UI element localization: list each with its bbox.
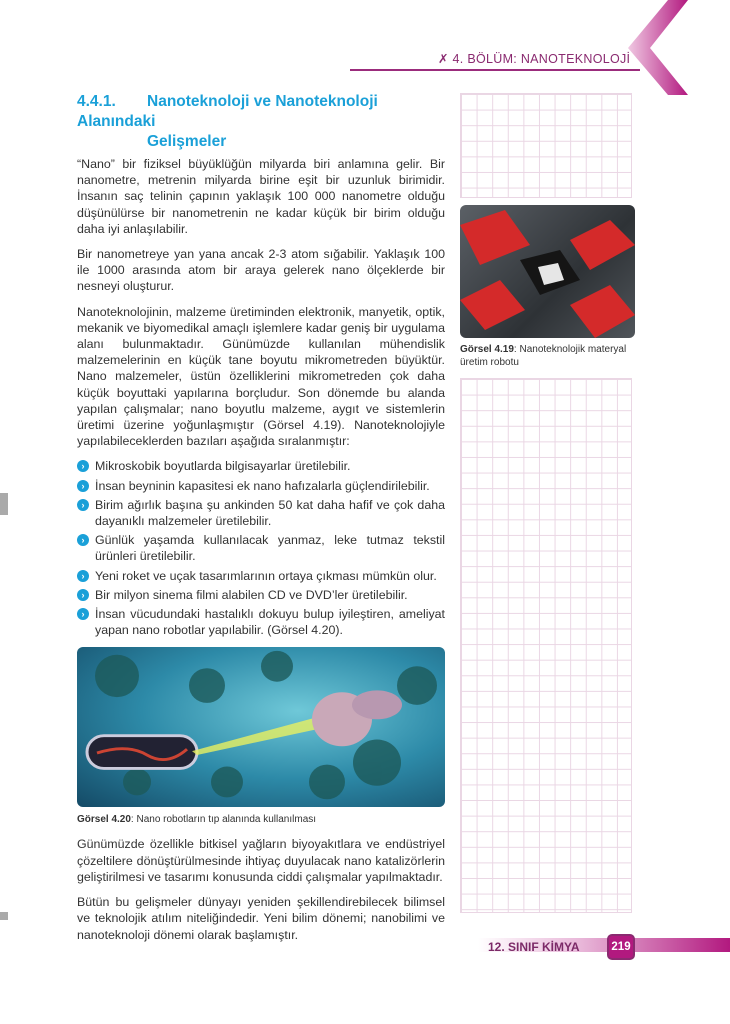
- figure-label: Görsel 4.19: [460, 344, 514, 355]
- paragraph: Nanoteknolojinin, malzeme üretiminden elektronik, manyetik, optik, mekanik ve biyomedikal amaçlı işlemlere kadar geniş bir uygulama alanı bulunmaktadır. Günümüzde kullanılan mühendislik malzemelerinin en küçük tane boyutu mikrometreden büyüktür. Nano malzemeler, üstün özelliklerini mikrometreden çok daha küçük boyuttaki yapılarına borçludur. Son dönemde bu alanda yapılan çalışmalar; nano boyutlu malzeme, aygıt ve sistemlerin üretimi üzerine yoğunlaşmıştır (Görsel 4.19). Nanoteknolojiyle yapılabileceklerden bazıları aşağıda sıralanmıştır:: [77, 304, 445, 449]
- main-text-column: [77, 92, 445, 952]
- list-item: [77, 497, 445, 529]
- bullet-list: [77, 458, 445, 638]
- list-item-text: Yeni roket ve uçak tasarımlarının ortaya çıkması mümkün olur.: [95, 568, 437, 583]
- header-rule: [350, 69, 640, 71]
- chevron-right-icon: ›: [77, 460, 89, 472]
- list-item-text: Birim ağırlık başına şu ankinden 50 kat daha hafif ve çok daha dayanıklı malzemeler üretilebilir.: [95, 497, 445, 529]
- list-item: [77, 606, 445, 638]
- list-item-text: İnsan vücudundaki hastalıklı dokuyu bulup iyileştiren, ameliyat yapan nano robotlar yapılabilir. (Görsel 4.20).: [95, 607, 445, 638]
- nano-robot-medical-image: [77, 647, 445, 807]
- figure-caption-text: : Nanoteknolojik materyal üretim robotu: [460, 344, 627, 368]
- list-item: [77, 587, 445, 603]
- list-item-text: Mikroskobik boyutlarda bilgisayarlar üretilebilir.: [95, 459, 351, 474]
- paragraph: Bütün bu gelişmeler dünyayı yeniden şekillendirebilecek bilimsel ve teknolojik atılım niteliğindedir. Yeni bilim dönemi; nanobilimi ve nanoteknoloji dönemi olarak başlamıştır.: [77, 895, 445, 942]
- figure-caption: [460, 343, 632, 369]
- chapter-chevron-decoration: [620, 0, 730, 95]
- figure-label: Görsel 4.20: [77, 814, 131, 826]
- paragraph: “Nano” bir fiziksel büyüklüğün milyarda biri anlamına gelir. Bir nanometre, metrenin milyarda birine eşit bir uzunluk birimidir. İnsanın saç telinin çapının yaklaşık 100 000 nanometre olduğu düşünülürse bir nanometrenin ne kadar küçük bir birim olduğu daha iyi anlaşılabilir.: [77, 157, 445, 236]
- section-title-line2: Gelişmeler: [147, 133, 227, 150]
- section-number: 4.4.1.: [77, 93, 116, 110]
- list-item-text: İnsan beyninin kapasitesi ek nano hafızalarla güçlendirilebilir.: [95, 478, 430, 493]
- nano-material-robot-image: [460, 205, 635, 338]
- notes-grid: [460, 93, 632, 198]
- paragraph: Bir nanometreye yan yana ancak 2-3 atom sığabilir. Yaklaşık 100 ile 1000 arasında atom bir araya gelerek nano ölçeklerde bir nesneyi oluşturur.: [77, 247, 445, 294]
- notes-grid: [460, 378, 632, 913]
- paragraph: Günümüzde özellikle bitkisel yağların biyoyakıtlara ve endüstriyel çözeltilere dönüştürülmesinde ihtiyaç duyulacak nano katalizörlerin geliştirilmesi ve tasarımı konusunda ciddi çalışmalar yapılmaktadır.: [77, 837, 445, 884]
- chapter-title: 4. BÖLÜM: NANOTEKNOLOJİ: [452, 52, 631, 66]
- figure-caption: [77, 813, 445, 826]
- list-item: [77, 568, 445, 584]
- chevron-right-icon: ›: [77, 534, 89, 546]
- section-heading: [77, 92, 445, 152]
- page-number: 219: [607, 934, 635, 960]
- side-marker: [0, 912, 8, 920]
- chevron-right-icon: ›: [77, 608, 89, 620]
- list-item: [77, 532, 445, 564]
- figure-caption-text: : Nano robotların tıp alanında kullanılması: [130, 814, 317, 826]
- chapter-header: ✗ 4. BÖLÜM: NANOTEKNOLOJİ: [438, 52, 631, 66]
- side-marker: [0, 493, 8, 515]
- chevron-right-icon: ›: [77, 480, 89, 492]
- chevron-right-icon: ›: [77, 589, 89, 601]
- section-title-line1: Nanoteknoloji ve Nanoteknoloji Alanındaki: [77, 93, 378, 130]
- list-item-text: Günlük yaşamda kullanılacak yanmaz, leke tutmaz tekstil ürünleri üretilebilir.: [95, 533, 445, 564]
- book-title: 12. SINIF KİMYA: [488, 940, 580, 954]
- list-item: [77, 478, 445, 494]
- chevron-right-icon: ›: [77, 499, 89, 511]
- list-item: [77, 458, 445, 474]
- list-item-text: Bir milyon sinema filmi alabilen CD ve DVD’ler üretilebilir.: [95, 587, 408, 602]
- chevron-right-icon: ›: [77, 570, 89, 582]
